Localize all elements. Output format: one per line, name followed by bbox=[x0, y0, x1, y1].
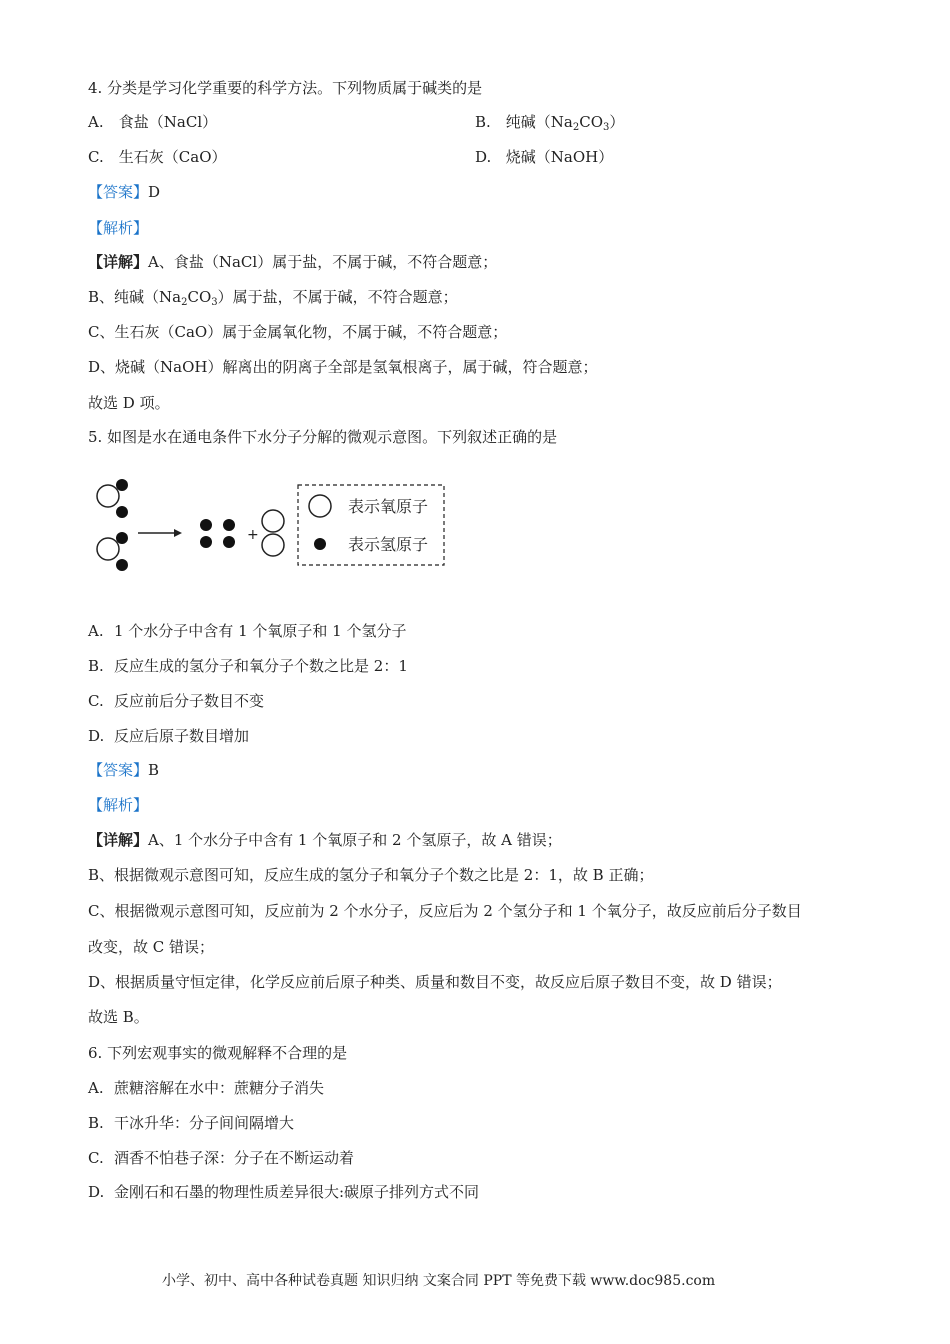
oxygen-atom-icon bbox=[309, 495, 331, 517]
diagram-legend bbox=[298, 485, 444, 565]
answer-tag: 【答案】 bbox=[88, 183, 149, 201]
option-label: D. bbox=[88, 1183, 105, 1201]
option-label: C. bbox=[88, 148, 104, 166]
legend-hydrogen-label: 表示氢原子 bbox=[348, 535, 429, 554]
q5-option-c bbox=[88, 691, 264, 711]
hydrogen-molecule-2 bbox=[223, 519, 235, 548]
option-label: D. bbox=[88, 727, 105, 745]
detail-tag: 【详解】 bbox=[88, 253, 149, 271]
q5-detail-c2: 改变，故 C 错误； bbox=[88, 938, 215, 956]
answer-value: D bbox=[148, 183, 161, 201]
q6-stem: 6. 下列宏观事实的微观解释不合理的是 bbox=[88, 1044, 348, 1062]
q4-option-c bbox=[88, 147, 227, 167]
option-text: 反应后原子数目增加 bbox=[114, 727, 250, 745]
q4-stem: 4. 分类是学习化学重要的科学方法。下列物质属于碱类的是 bbox=[88, 79, 483, 97]
q6-option-c bbox=[88, 1148, 354, 1168]
detail-tag: 【详解】 bbox=[88, 831, 149, 849]
q5-detail-c1: C、根据微观示意图可知，反应前为 2 个水分子，反应后为 2 个氢分子和 1 个氧分子，故反应前后分子数目 bbox=[88, 902, 802, 920]
option-text: 食盐（NaCl） bbox=[118, 113, 218, 131]
option-text: 反应前后分子数目不变 bbox=[114, 692, 265, 710]
option-text: 酒香不怕巷子深：分子在不断运动着 bbox=[114, 1149, 355, 1167]
q4-option-b bbox=[475, 112, 624, 132]
plus-sign: + bbox=[247, 527, 259, 543]
option-label: A. bbox=[88, 622, 104, 640]
option-label: C. bbox=[88, 692, 104, 710]
answer-tag: 【答案】 bbox=[88, 761, 149, 779]
option-text: 金刚石和石墨的物理性质差异很大:碳原子排列方式不同 bbox=[114, 1183, 480, 1201]
q5-detail-a: 【详解】A、1 个水分子中含有 1 个氧原子和 2 个氢原子，故 A 错误； bbox=[88, 831, 562, 849]
q4-conclusion: 故选 D 项。 bbox=[88, 394, 170, 412]
q5-detail-d: D、根据质量守恒定律，化学反应前后原子种类、质量和数目不变，故反应后原子数目不变，故 D 错误； bbox=[88, 973, 782, 991]
legend-oxygen-label: 表示氧原子 bbox=[348, 497, 429, 516]
q5-detail-b: B、根据微观示意图可知，反应生成的氢分子和氧分子个数之比是 2：1，故 B 正确； bbox=[88, 866, 654, 884]
q6-option-b bbox=[88, 1113, 294, 1133]
q5-stem: 5. 如图是水在通电条件下水分子分解的微观示意图。下列叙述正确的是 bbox=[88, 428, 558, 446]
answer-value: B bbox=[148, 761, 160, 779]
option-label: B. bbox=[475, 113, 491, 131]
option-label: B. bbox=[88, 1114, 104, 1132]
option-label: A. bbox=[88, 1079, 104, 1097]
option-text: 1 个水分子中含有 1 个氧原子和 1 个氢分子 bbox=[114, 622, 407, 640]
q5-option-d bbox=[88, 726, 249, 746]
option-text: 纯碱$(Na_2CO_3)$ bbox=[505, 113, 625, 133]
page-footer: 小学、初中、高中各种试卷真题 知识归纳 文案合同 PPT 等免费下载 www.doc985.com bbox=[162, 1273, 716, 1289]
q4-option-d bbox=[475, 147, 613, 167]
option-label: B. bbox=[88, 657, 104, 675]
q4-detail-d: D、烧碱（NaOH）解离出的阴离子全部是氢氧根离子，属于碱，符合题意； bbox=[88, 358, 598, 376]
q5-analysis-tag: 【解析】 bbox=[88, 796, 149, 814]
q5-option-b bbox=[88, 656, 408, 676]
hydrogen-atom-icon bbox=[314, 538, 326, 550]
q5-option-a bbox=[88, 621, 406, 641]
option-text: 干冰升华：分子间间隔增大 bbox=[114, 1114, 295, 1132]
water-molecule-2 bbox=[97, 532, 128, 571]
oxygen-molecule bbox=[262, 510, 284, 556]
q6-option-a bbox=[88, 1078, 324, 1098]
q4-detail-b: B、纯碱$(Na_2CO_3)$属于盐，不属于碱，不符合题意； bbox=[88, 288, 458, 308]
q5-conclusion: 故选 B。 bbox=[88, 1008, 149, 1026]
reaction-arrow-icon bbox=[138, 529, 182, 537]
option-text: 生石灰（CaO） bbox=[118, 148, 227, 166]
q6-option-d bbox=[88, 1182, 479, 1202]
hydrogen-molecule-1 bbox=[200, 519, 212, 548]
q4-analysis-tag: 【解析】 bbox=[88, 219, 149, 237]
option-text: 烧碱（NaOH） bbox=[505, 148, 614, 166]
option-text: 蔗糖溶解在水中：蔗糖分子消失 bbox=[114, 1079, 325, 1097]
q4-detail-a: 【详解】A、食盐（NaCl）属于盐，不属于碱，不符合题意； bbox=[88, 253, 498, 271]
q4-detail-c: C、生石灰（CaO）属于金属氧化物，不属于碱，不符合题意； bbox=[88, 323, 508, 341]
water-molecule-1 bbox=[97, 479, 128, 518]
water-electrolysis-diagram bbox=[88, 474, 458, 584]
q4-option-a bbox=[88, 112, 217, 132]
q4-answer bbox=[88, 182, 160, 202]
option-label: A. bbox=[88, 113, 104, 131]
option-label: C. bbox=[88, 1149, 104, 1167]
q5-answer bbox=[88, 760, 159, 780]
option-text: 反应生成的氢分子和氧分子个数之比是 2：1 bbox=[114, 657, 408, 675]
option-label: D. bbox=[475, 148, 492, 166]
